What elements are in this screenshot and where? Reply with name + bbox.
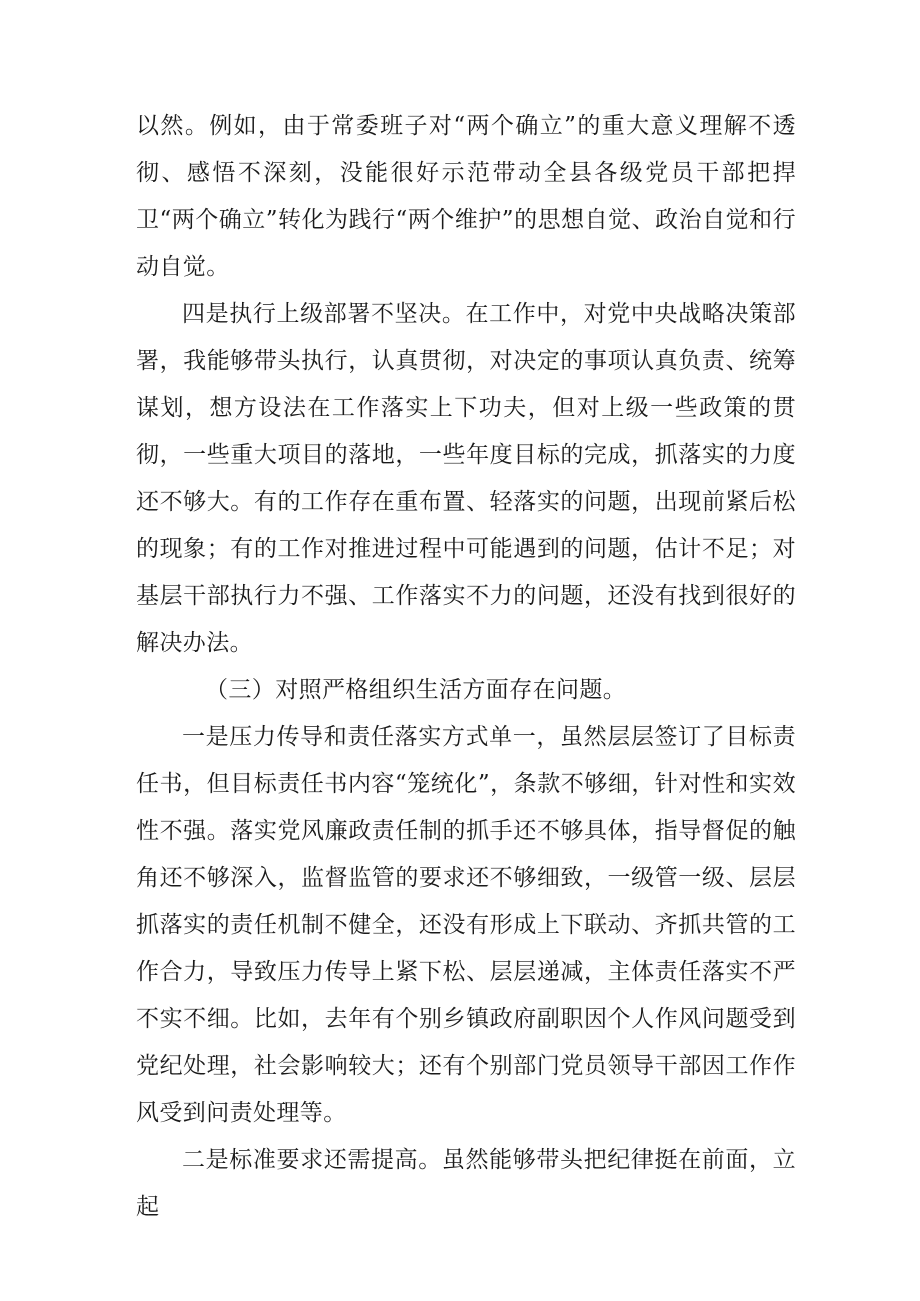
section-three-heading: （三）对照严格组织生活方面存在问题。 bbox=[205, 677, 627, 703]
paragraph-point-four: 四是执行上级部署不坚决。在工作中，对党中央战略决策部署，我能够带头执行，认真贯彻，对决定的事项认真负责、统筹谋划，想方设法在工作落实上下功夫，但对上级一些政策的贯彻，一些重大项目的落地，一些年度目标的完成，抓落实的力度还不够大。有的工作存在重布置、轻落实的问题，出现前紧后松的现象；有的工作对推进过程中可能遇到的问题，估计不足；对基层干部执行力不强、工作落实不力的问题，还没有找到很好的解决办法。 bbox=[136, 301, 796, 656]
document-body bbox=[136, 103, 796, 1231]
paragraph-point-two: 二是标准要求还需提高。虽然能够带头把纪律挺在前面，立起 bbox=[136, 1147, 796, 1220]
paragraph-continued: 以然。例如，由于常委班子对“两个确立”的重大意义理解不透彻、感悟不深刻，没能很好示范带动全县各级党员干部把捍卫“两个确立”转化为践行“两个维护”的思想自觉、政治自觉和行动自觉。 bbox=[136, 113, 796, 280]
paragraph-point-one: 一是压力传导和责任落实方式单一，虽然层层签订了目标责任书，但目标责任书内容“笼统化”，条款不够细，针对性和实效性不强。落实党风廉政责任制的抓手还不够具体，指导督促的触角还不够深入，监督监管的要求还不够细致，一级管一级、层层抓落实的责任机制不健全，还没有形成上下联动、齐抓共管的工作合力，导致压力传导上紧下松、层层递减，主体责任落实不严不实不细。比如，去年有个别乡镇政府副职因个人作风问题受到党纪处理，社会影响较大；还有个别部门党员领导干部因工作作风受到问责处理等。 bbox=[136, 724, 796, 1126]
